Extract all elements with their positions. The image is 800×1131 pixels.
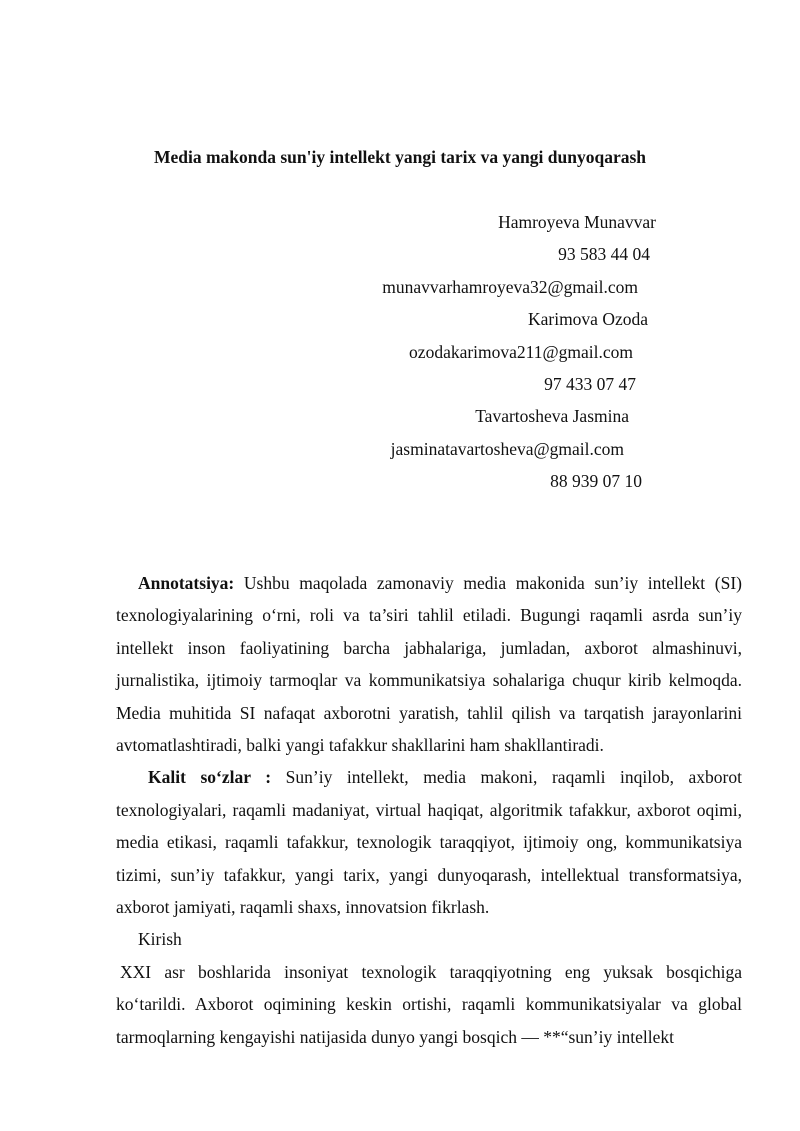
author-phone-3: 88 939 07 10 [550,471,642,491]
author-name-1: Hamroyeva Munavvar [498,212,656,232]
document-title: Media makonda sun'iy intellekt yangi tarix va yangi dunyoqarash [153,147,647,167]
keywords-text: Sun’iy intellekt, media makoni, raqamli inqilob, axborot texnologiyalari, raqamli madaniyat, virtual haqiqat, algoritmik tafakkur, axborot oqimi, media etikasi, raqamli tafakkur, texnologik taraqqiyot, ijtimoiy ong, kommunikatsiya tizimi, sun’iy tafakkur, yangi tarix, yangi dunyoqarash, intellektual transformatsiya, axborot jamiyati, raqamli shaxs, innovatsion fikrlash. [116,767,742,918]
section-heading: Kirish [138,929,182,950]
intro-paragraph: XXI asr boshlarida insoniyat texnologik taraqqiyotning eng yuksak bosqichiga ko‘tarildi. Axborot oqimining keskin ortishi, raqamli kommunikatsiyalar va global tarmoqlarning kengayishi natijasida dunyo yangi bosqich — **“sun’iy intellekt [116,961,742,1047]
abstract-label: Annotatsiya: [138,573,235,593]
author-name-2: Karimova Ozoda [527,309,648,329]
abstract-text: Ushbu maqolada zamonaviy media makonida sun’iy intellekt (SI) texnologiyalarining o‘rni, roli va ta’siri tahlil etiladi. Bugungi raqamli asrda sun’iy intellekt inson faoliyatining barcha jabhalariga, jumladan, axborot almashinuvi, jurnalistika, ijtimoiy tarmoqlar va kommunikatsiya sohalariga chuqur kirib kelmoqda. Media muhitida SI nafaqat axborotni yaratish, tahlil qilish va tarqatish jarayonlarini avtomatlashtiradi, balki yangi tafakkur shakllarini ham shakllantiradi. [116,573,742,756]
keywords-paragraph [116,761,742,923]
author-phone-1: 93 583 44 04 [558,244,650,264]
keywords-label: Kalit so‘zlar : [148,767,272,788]
document-body [116,567,742,1053]
abstract-paragraph [116,567,742,761]
author-email-1: munavvarhamroyeva32@gmail.com [382,277,638,297]
author-name-3: Tavartosheva Jasmina [475,406,629,426]
author-email-3: jasminatavartosheva@gmail.com [390,439,624,459]
author-phone-2: 97 433 07 47 [544,374,636,394]
author-email-2: ozodakarimova211@gmail.com [409,342,633,362]
